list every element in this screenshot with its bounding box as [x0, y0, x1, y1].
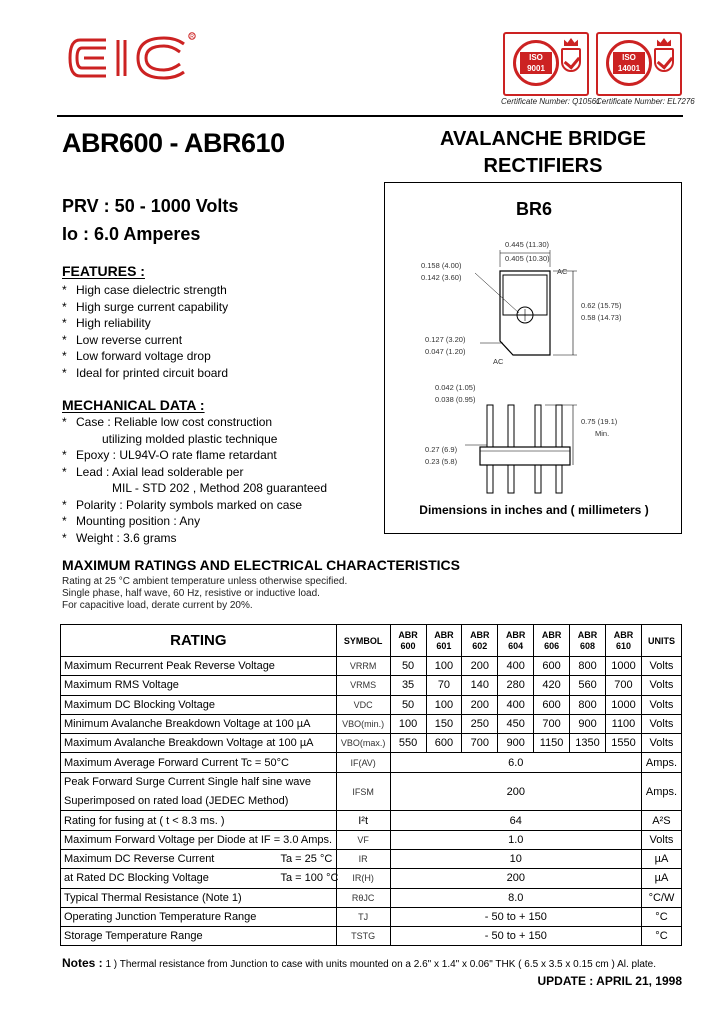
unit-cell: Volts [641, 695, 681, 714]
column-header-part: ABR 601 [426, 625, 462, 657]
package-outline-panel [384, 182, 682, 534]
dim-lead-pitch-min: 0.23 (5.8) [425, 457, 458, 466]
package-name: BR6 [515, 199, 552, 219]
crown-icon [657, 38, 671, 46]
table-row: Maximum Average Forward Current Tc = 50°C IF(AV) 6.0 Amps. [61, 753, 682, 772]
table-row: Typical Thermal Resistance (Note 1) RθJC 8.0 °C/W [61, 888, 682, 907]
unit-cell: Volts [641, 676, 681, 695]
table-row [61, 676, 682, 695]
list-item: * High surge current capability [62, 299, 229, 314]
value-cell: 450 [498, 714, 534, 733]
dim-chamfer-min: 0.047 (1.20) [425, 347, 466, 356]
rating-cell: Minimum Avalanche Breakdown Voltage at 100 µA [61, 714, 337, 733]
value-cell: 550 [390, 734, 426, 753]
value-cell: 800 [570, 695, 606, 714]
list-item: utilizing molded plastic technique [102, 431, 278, 446]
table-row [61, 657, 682, 676]
list-item: * High reliability [62, 316, 151, 330]
value-cell: 100 [390, 714, 426, 733]
value-cell: 1150 [534, 734, 570, 753]
list-item: * Low reverse current [62, 332, 183, 347]
ratings-note: Rating at 25 °C ambient temperature unless otherwise specified. [62, 576, 348, 587]
value-cell: 200 [462, 695, 498, 714]
column-header-part: ABR 602 [462, 625, 498, 657]
value-cell: 800 [570, 657, 606, 676]
features-heading: FEATURES : [62, 263, 145, 279]
column-header-part: ABR 606 [534, 625, 570, 657]
table-row: Maximum Forward Voltage per Diode at IF = 3.0 Amps. VF 1.0 Volts [61, 830, 682, 849]
unit-cell: Volts [641, 657, 681, 676]
footnote [62, 956, 656, 970]
list-item: * High case dielectric strength [62, 283, 227, 297]
value-cell: 100 [426, 695, 462, 714]
certificate-number-1: Certificate Number: Q10561 [501, 97, 601, 106]
value-cell: 70 [426, 676, 462, 695]
subtitle-line-2: RECTIFIERS [483, 155, 603, 177]
value-cell: 100 [426, 657, 462, 676]
list-item: * Polarity : Polarity symbols marked on case [62, 497, 303, 512]
dim-body-width-min: 0.405 (10.30) [505, 254, 550, 263]
dim-hole-max: 0.158 (4.00) [421, 261, 462, 270]
value-cell: 700 [606, 676, 642, 695]
table-header-row [61, 625, 682, 657]
rating-cell: Maximum Avalanche Breakdown Voltage at 100 µA [61, 734, 337, 753]
eic-logo [66, 30, 196, 88]
value-cell: 420 [534, 676, 570, 695]
value-cell: 35 [390, 676, 426, 695]
value-cell: 560 [570, 676, 606, 695]
dim-body-height-min: 0.58 (14.73) [581, 313, 622, 322]
value-cell: 400 [498, 657, 534, 676]
package-drawing [385, 183, 683, 535]
list-item: * Case : Reliable low cost construction [62, 415, 273, 429]
column-header-part: ABR 600 [390, 625, 426, 657]
subtitle-line-1: AVALANCHE BRIDGE [440, 128, 646, 150]
ratings-table [60, 624, 682, 946]
value-cell: 600 [534, 695, 570, 714]
rating-cell: Maximum DC Blocking Voltage [61, 695, 337, 714]
dim-lead-length-min: Min. [595, 429, 610, 438]
rating-cell: Maximum RMS Voltage [61, 676, 337, 695]
part-number-title: ABR600 - ABR610 [62, 128, 285, 158]
value-cell: 50 [390, 695, 426, 714]
ac-terminal-label-top: AC [557, 267, 568, 276]
list-item: * Epoxy : UL94V-O rate flame retardant [62, 448, 277, 462]
svg-text:R: R [190, 34, 194, 40]
symbol-cell: VRMS [336, 676, 390, 695]
value-cell: 700 [534, 714, 570, 733]
column-header-part: ABR 604 [498, 625, 534, 657]
table-row: at Rated DC Blocking Voltage Ta = 100 °C IR(H) 200 µA [61, 869, 682, 888]
value-cell: 1000 [606, 695, 642, 714]
table-row: Rating for fusing at ( t < 8.3 ms. ) I²t 64 A²S [61, 811, 682, 830]
table-row: Storage Temperature Range TSTG - 50 to + 150 °C [61, 927, 682, 946]
column-header-symbol: SYMBOL [336, 625, 390, 657]
checkmark-shield-icon [654, 48, 674, 72]
column-header-units: UNITS [641, 625, 681, 657]
value-cell: 150 [426, 714, 462, 733]
value-cell: 1350 [570, 734, 606, 753]
notes-text: 1 ) Thermal resistance from Junction to case with units mounted on a 2.6" x 1.4" x 0.06" THK ( 6.5 x 3.5 x 0.15 cm ) Al. plate. [105, 959, 656, 970]
dim-body-height-max: 0.62 (15.75) [581, 301, 622, 310]
iso-14001-certificate-badge [596, 32, 682, 96]
value-cell: 600 [534, 657, 570, 676]
column-header-part: ABR 608 [570, 625, 606, 657]
table-row: Operating Junction Temperature Range TJ - 50 to + 150 °C [61, 907, 682, 926]
prv-spec: PRV : 50 - 1000 Volts [62, 196, 239, 216]
unit-cell: Volts [641, 734, 681, 753]
table-row: Maximum DC Reverse Current Ta = 25 °C IR 10 µA [61, 849, 682, 868]
value-cell: 1000 [606, 657, 642, 676]
symbol-cell: VBO(max.) [336, 734, 390, 753]
rating-cell: Maximum Recurrent Peak Reverse Voltage [61, 657, 337, 676]
value-cell: 700 [462, 734, 498, 753]
dim-lead-dia-max: 0.042 (1.05) [435, 383, 476, 392]
checkmark-shield-icon [561, 48, 581, 72]
value-cell: 250 [462, 714, 498, 733]
dim-hole-min: 0.142 (3.60) [421, 273, 462, 282]
value-cell: 280 [498, 676, 534, 695]
table-row: Superimposed on rated load (JEDEC Method) [61, 792, 682, 811]
list-item: * Ideal for printed circuit board [62, 365, 229, 380]
list-item: * Low forward voltage drop [62, 349, 211, 363]
value-cell: 1550 [606, 734, 642, 753]
io-spec: Io : 6.0 Amperes [62, 224, 201, 244]
value-cell: 140 [462, 676, 498, 695]
ratings-note: For capacitive load, derate current by 20%. [62, 600, 253, 611]
value-cell: 400 [498, 695, 534, 714]
update-date: UPDATE : APRIL 21, 1998 [537, 974, 682, 988]
iso-9001-seal: ISO 9001 [520, 52, 552, 74]
iso-14001-seal: ISO 14001 [613, 52, 645, 74]
notes-label: Notes : [62, 956, 103, 970]
features-list [62, 282, 228, 381]
symbol-cell: VBO(min.) [336, 714, 390, 733]
value-cell: 600 [426, 734, 462, 753]
list-item: * Lead : Axial lead solderable per [62, 464, 244, 479]
value-cell: 900 [570, 714, 606, 733]
dim-lead-length: 0.75 (19.1) [581, 417, 618, 426]
crown-icon [564, 38, 578, 46]
dimensions-caption: Dimensions in inches and ( millimeters ) [419, 503, 649, 517]
certificate-number-2: Certificate Number: EL7276 [596, 97, 695, 106]
value-cell: 50 [390, 657, 426, 676]
value-cell: 900 [498, 734, 534, 753]
list-item: * Weight : 3.6 grams [62, 530, 177, 545]
table-row [61, 695, 682, 714]
mechanical-data-heading: MECHANICAL DATA : [62, 397, 205, 413]
header-divider [57, 115, 683, 117]
iso-9001-certificate-badge [503, 32, 589, 96]
column-header-rating: RATING [61, 625, 337, 657]
symbol-cell: VDC [336, 695, 390, 714]
table-row [61, 714, 682, 733]
table-row [61, 734, 682, 753]
list-item: * Mounting position : Any [62, 514, 201, 528]
list-item: MIL - STD 202 , Method 208 guaranteed [112, 481, 328, 495]
ratings-note: Single phase, half wave, 60 Hz, resistive or inductive load. [62, 588, 320, 599]
column-header-part: ABR 610 [606, 625, 642, 657]
dim-body-width-max: 0.445 (11.30) [505, 240, 550, 249]
product-subtitle [405, 126, 681, 180]
value-cell: 1100 [606, 714, 642, 733]
value-cell: 200 [462, 657, 498, 676]
dim-chamfer-max: 0.127 (3.20) [425, 335, 466, 344]
symbol-cell: VRRM [336, 657, 390, 676]
table-row: Peak Forward Surge Current Single half sine wave IFSM 200 Amps. [61, 772, 682, 791]
unit-cell: Volts [641, 714, 681, 733]
ac-terminal-label-bottom: AC [493, 357, 504, 366]
ratings-heading: MAXIMUM RATINGS AND ELECTRICAL CHARACTERISTICS [62, 557, 460, 573]
dim-lead-pitch-max: 0.27 (6.9) [425, 445, 458, 454]
mechanical-data-list [62, 414, 327, 546]
dim-lead-dia-min: 0.038 (0.95) [435, 395, 476, 404]
